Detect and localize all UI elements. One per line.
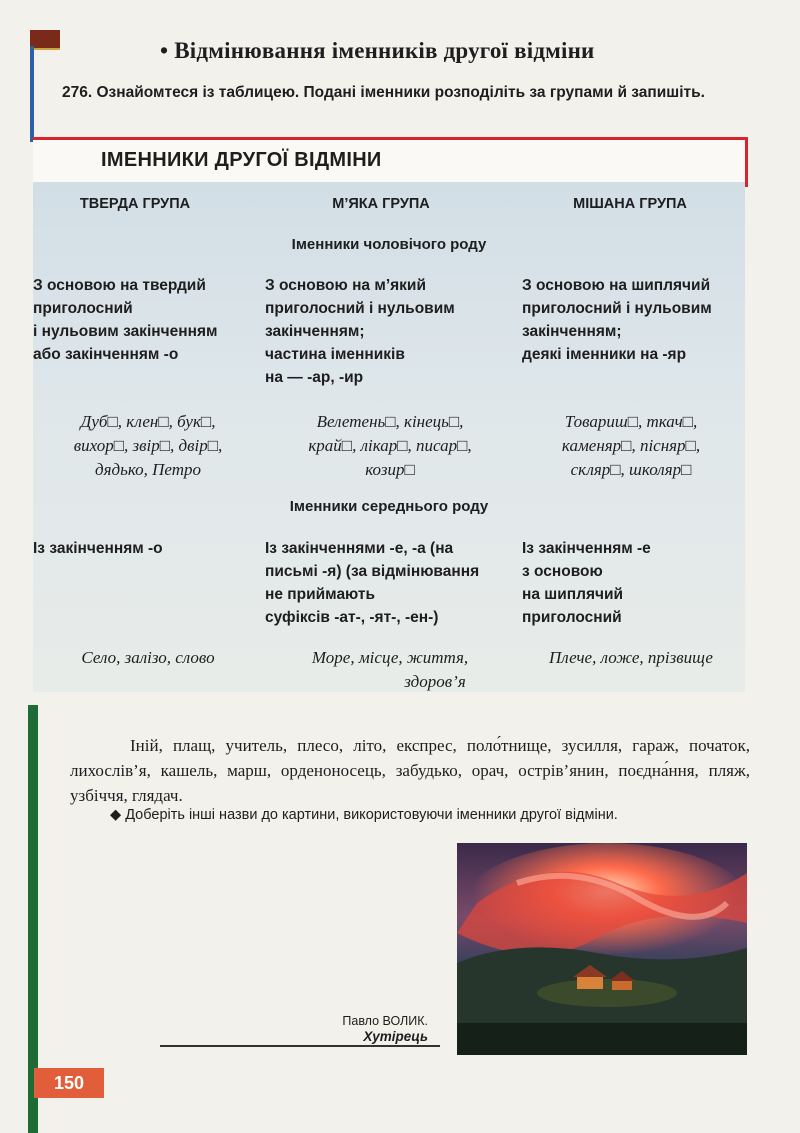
exercise-task: 276. Ознайомтеся із таблицею. Подані іменники розподіліть за групами й запишіть. (62, 84, 705, 101)
painting-image (457, 843, 747, 1055)
masculine-examples-soft (265, 410, 515, 482)
table-banner (33, 137, 748, 187)
neuter-heading: Іменники середнього роду (289, 498, 489, 515)
painting-author: Павло ВОЛИК. (342, 1014, 428, 1028)
rule-line: Із закінченням -е (522, 540, 651, 557)
example-line: Велетень□, кінець□, (316, 412, 464, 431)
rule-line: приголосний (33, 300, 133, 317)
rule-line: приголосний і нульовим (522, 300, 712, 317)
masculine-rule-hard (33, 274, 263, 366)
title-bullet: • (160, 38, 169, 63)
rule-line: на шиплячий (522, 586, 624, 603)
example-line: Дуб□, клен□, бук□, (80, 412, 216, 431)
column-header-soft: М’ЯКА ГРУПА (332, 196, 430, 212)
page-title (160, 38, 760, 64)
assignment (110, 805, 760, 825)
diamond-icon: ◆ (110, 807, 122, 823)
masculine-rule-mixed (522, 274, 747, 366)
painting-caption (300, 1013, 428, 1045)
rule-line: не приймають (265, 586, 376, 603)
example-line: Море, місце, життя, (311, 648, 469, 667)
neuter-examples-soft (265, 646, 515, 694)
rule-line: письмі -я) (за відмінювання (265, 563, 480, 580)
rule-line: приголосний (522, 609, 622, 626)
rule-line: З основою на м’який (265, 277, 426, 294)
example-line: скляр□, школяр□ (570, 460, 692, 479)
rule-line: на — -ар, -ир (265, 369, 364, 386)
title-text: Відмінювання іменників другої відміни (174, 38, 595, 63)
masculine-heading: Іменники чоловічого роду (291, 236, 487, 253)
neuter-rule-mixed (522, 537, 747, 629)
rule-line: Із закінченнями -е, -а (на (265, 540, 454, 557)
rule-line: і нульовим закінченням (33, 323, 218, 340)
banner-title: ІМЕННИКИ ДРУГОЇ ВІДМІНИ (101, 149, 382, 171)
neuter-examples-mixed (515, 646, 747, 670)
neuter-rule-hard (33, 537, 263, 560)
example-line: Товариш□, ткач□, (564, 412, 698, 431)
masculine-examples-hard (33, 410, 263, 482)
page-number: 150 (34, 1068, 104, 1098)
caption-rule (160, 1045, 440, 1047)
rule-line: З основою на твердий (33, 277, 206, 294)
neuter-examples-hard (33, 646, 263, 670)
rule-line: закінченням; (265, 323, 365, 340)
example-line: дядько, Петро (94, 460, 202, 479)
example-line: вихор□, звір□, двір□, (73, 436, 223, 455)
rule-line: суфіксів -ат-, -ят-, -ен-) (265, 609, 439, 626)
example-line: край□, лікар□, писар□, (308, 436, 472, 455)
rule-line: або закінченням -о (33, 346, 179, 363)
rule-line: з основою (522, 563, 603, 580)
painting-illustration (457, 843, 747, 1055)
column-header-mixed: МІШАНА ГРУПА (573, 196, 687, 212)
masculine-rule-soft (265, 274, 515, 389)
example-line: каменяр□, пісняр□, (561, 436, 701, 455)
corner-ornament (30, 30, 60, 50)
rule-line: частина іменників (265, 346, 405, 363)
painting-title: Хутірець (363, 1029, 428, 1044)
example-line: Село, залізо, слово (81, 648, 215, 667)
neuter-rule-soft (265, 537, 515, 629)
example-line: козир□ (365, 460, 415, 479)
rule-line: деякі іменники на -яр (522, 346, 687, 363)
left-accent-bar (30, 46, 34, 142)
masculine-examples-mixed (515, 410, 747, 482)
word-list-passage: Іній, плащ, учитель, плесо, літо, експрес, поло́тнище, зусилля, гараж, початок, лихослів’я, кашель, марш, орденоносець, забудько, орач, острів’янин, поєдна́ння, пляж, узбіччя, глядач. (70, 736, 750, 805)
column-header-hard: ТВЕРДА ГРУПА (79, 196, 191, 212)
example-line: Плече, ложе, прізвище (549, 648, 713, 667)
rule-line: приголосний і нульовим (265, 300, 455, 317)
assignment-text: Доберіть інші назви до картини, використовуючи іменники другої відміни. (125, 807, 618, 823)
rule-line: З основою на шиплячий (522, 277, 711, 294)
example-line: здоров’я (404, 672, 466, 691)
rule-line: закінченням; (522, 323, 622, 340)
rule-line: Із закінченням -о (33, 540, 163, 557)
